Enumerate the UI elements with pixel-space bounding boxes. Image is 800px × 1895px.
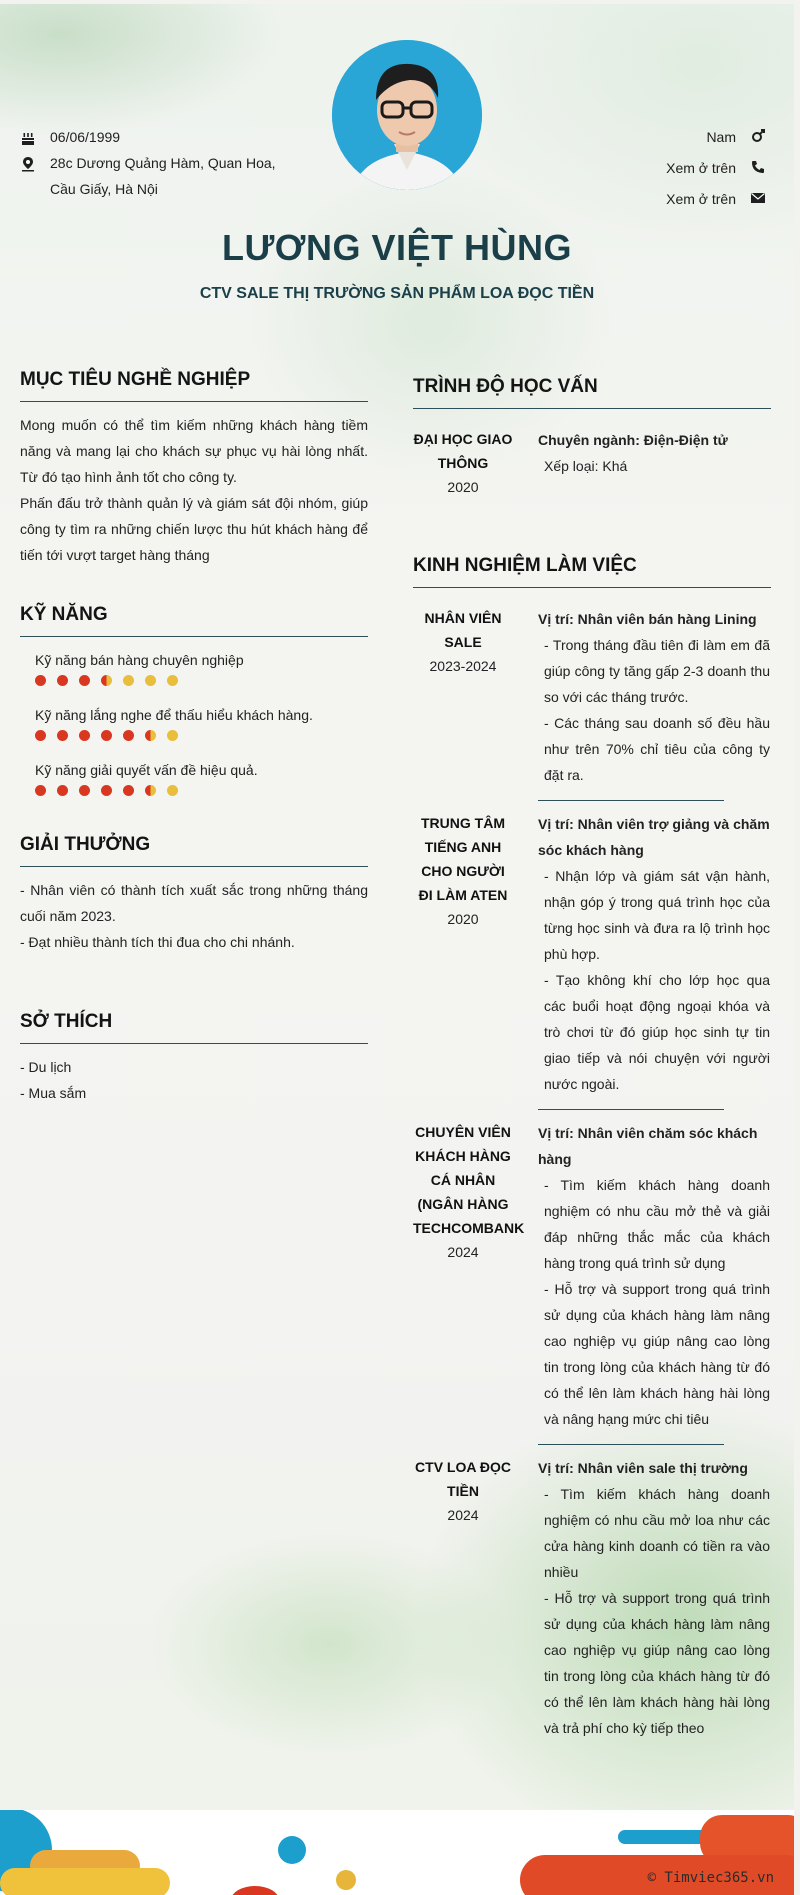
objective-title: MỤC TIÊU NGHỀ NGHIỆP <box>20 369 368 402</box>
experience-org: TRUNG TÂM TIẾNG ANH CHO NGƯỜI ĐI LÀM ATEN <box>418 815 508 903</box>
location-pin-icon <box>20 156 36 172</box>
skill-item <box>35 759 368 796</box>
rating-dot <box>57 785 68 796</box>
address-text: 28c Dương Quảng Hàm, Quan Hoa, Cầu Giấy, Hà Nội <box>50 155 276 197</box>
cv-page <box>0 4 794 1895</box>
experience-entry <box>413 811 771 1097</box>
skill-label: Kỹ năng giải quyết vấn đề hiệu quả. <box>35 762 258 778</box>
hobbies-section <box>20 1011 368 1106</box>
rating-dot <box>145 730 156 741</box>
award-line: - Đạt nhiều thành tích thi đua cho chi nhánh. <box>20 934 295 950</box>
experience-year: 2023-2024 <box>429 658 497 674</box>
brand-watermark: © Timviec365.vn <box>647 1870 774 1886</box>
education-section <box>413 376 771 499</box>
skill-label: Kỹ năng lắng nghe để thấu hiểu khách hàng. <box>35 707 313 723</box>
experience-detail: - Tạo không khí cho lớp học qua các buổi hoạt động ngoại khóa và trò chơi từ đó giúp học sinh tự tin giao tiếp và nói chuyện với người nước ngoài. <box>544 972 770 1092</box>
email-icon <box>750 190 766 206</box>
hobby-line: - Du lịch <box>20 1059 72 1075</box>
experience-detail: - Trong tháng đầu tiên đi làm em đã giúp công ty tăng gấp 2-3 doanh thu so với các tháng trước. <box>544 637 770 705</box>
email-row <box>666 186 766 212</box>
experience-org: CHUYÊN VIÊN KHÁCH HÀNG CÁ NHÂN (NGÂN HÀNG TECHCOMBANK <box>413 1124 525 1236</box>
education-year: 2020 <box>447 479 479 495</box>
contact-left <box>20 124 290 202</box>
rating-dot <box>101 730 112 741</box>
experience-position: Vị trí: Nhân viên trợ giảng và chăm sóc khách hàng <box>538 816 770 858</box>
skills-title: KỸ NĂNG <box>20 604 368 637</box>
rating-dot <box>57 675 68 686</box>
experience-entry <box>413 606 771 788</box>
rating-dot <box>57 730 68 741</box>
rating-dot <box>123 675 134 686</box>
skills-section <box>20 604 368 796</box>
rating-dot <box>167 730 178 741</box>
skill-rating <box>35 675 368 686</box>
rating-dot <box>79 675 90 686</box>
entry-divider <box>538 800 724 801</box>
birthday-row <box>20 124 290 150</box>
experience-section <box>413 555 771 1741</box>
birthday-cake-icon <box>20 130 36 146</box>
entry-divider <box>538 1109 724 1110</box>
candidate-name: LƯƠNG VIỆT HÙNG <box>221 227 573 268</box>
experience-detail: - Tìm kiếm khách hàng doanh nghiệm có nhu cầu mở loa như các cửa hàng kinh doanh có tiền ra vào nhiều <box>544 1486 770 1580</box>
skill-rating <box>35 785 368 796</box>
hobbies-title: SỞ THÍCH <box>20 1011 368 1044</box>
rating-dot <box>79 785 90 796</box>
experience-position: Vị trí: Nhân viên chăm sóc khách hàng <box>538 1125 758 1167</box>
objective-section <box>20 369 368 568</box>
gender-icon <box>750 128 766 144</box>
rating-dot <box>123 785 134 796</box>
education-title: TRÌNH ĐỘ HỌC VẤN <box>413 376 771 409</box>
experience-org: NHÂN VIÊN SALE <box>424 610 502 650</box>
experience-title: KINH NGHIỆM LÀM VIỆC <box>413 555 771 588</box>
phone-row <box>666 155 766 181</box>
education-grade: Xếp loại: Khá <box>544 458 628 474</box>
rating-dot <box>79 730 90 741</box>
entry-divider <box>538 1444 724 1445</box>
experience-year: 2024 <box>447 1244 479 1260</box>
skill-item <box>35 704 368 741</box>
education-entry <box>413 427 771 499</box>
skill-item <box>35 649 368 686</box>
rating-dot <box>35 675 46 686</box>
phone-text: Xem ở trên <box>666 160 736 176</box>
education-major: Chuyên ngành: Điện-Điện tử <box>538 432 728 448</box>
experience-position: Vị trí: Nhân viên bán hàng Lining <box>538 611 757 627</box>
experience-year: 2024 <box>447 1507 479 1523</box>
phone-icon <box>750 159 766 175</box>
gender-row <box>666 124 766 150</box>
left-column <box>20 369 368 1106</box>
objective-paragraph: Mong muốn có thể tìm kiếm những khách hàng tiềm năng và mang lại cho khách sự phục vụ hài lòng nhất. Từ đó tạo hình ảnh tốt cho công ty. <box>20 417 368 485</box>
awards-section <box>20 834 368 955</box>
experience-position: Vị trí: Nhân viên sale thị trường <box>538 1460 748 1476</box>
gender-text: Nam <box>706 129 736 145</box>
rating-dot <box>145 675 156 686</box>
birthday-text: 06/06/1999 <box>50 129 121 145</box>
education-org: ĐẠI HỌC GIAO THÔNG <box>413 431 513 471</box>
rating-dot <box>167 675 178 686</box>
rating-dot <box>101 675 112 686</box>
hobby-line: - Mua sắm <box>20 1085 87 1101</box>
experience-list <box>413 606 771 1741</box>
rating-dot <box>35 730 46 741</box>
rating-dot <box>167 785 178 796</box>
award-line: - Nhân viên có thành tích xuất sắc trong những tháng cuối năm 2023. <box>20 882 368 924</box>
address-row <box>20 150 290 202</box>
experience-org: CTV LOA ĐỌC TIỀN <box>415 1459 511 1499</box>
awards-title: GIẢI THƯỞNG <box>20 834 368 867</box>
contact-right <box>666 124 766 217</box>
job-title: CTV SALE THỊ TRƯỜNG SẢN PHẨM LOA ĐỌC TIỀN <box>199 285 595 302</box>
right-column <box>413 376 771 1741</box>
avatar <box>332 40 482 190</box>
objective-paragraph: Phấn đấu trở thành quản lý và giám sát đội nhóm, giúp công ty tìm ra những chiến lược thu hút khách hàng để tiến tới vượt target hàng tháng <box>20 495 368 563</box>
experience-entry <box>413 1455 771 1741</box>
portrait-image <box>332 40 482 190</box>
experience-detail: - Nhận lớp và giám sát vận hành, nhận góp ý trong quá trình học của từng học sinh và đưa ra lộ trình học phù hợp. <box>544 868 770 962</box>
rating-dot <box>123 730 134 741</box>
skill-label: Kỹ năng bán hàng chuyên nghiệp <box>35 652 244 668</box>
rating-dot <box>35 785 46 796</box>
experience-detail: - Tìm kiếm khách hàng doanh nghiệm có nhu cầu mở thẻ và giải đáp những thắc mắc của khách hàng trong quá trình sử dụng <box>544 1177 770 1271</box>
experience-detail: - Các tháng sau doanh số đều hầu như trên 70% chỉ tiêu của công ty đặt ra. <box>544 715 770 783</box>
rating-dot <box>145 785 156 796</box>
skill-rating <box>35 730 368 741</box>
skills-list <box>20 649 368 796</box>
experience-entry <box>413 1120 771 1432</box>
rating-dot <box>101 785 112 796</box>
experience-detail: - Hỗ trợ và support trong quá trình sử dụng của khách hàng làm nâng cao nghiệp vụ giúp nâng cao lòng tin trong lòng của khách hàng từ đó có thể lên làm khách hàng hài lòng và trả phí cho kỳ tiếp theo <box>544 1590 770 1736</box>
experience-detail: - Hỗ trợ và support trong quá trình sử dụng của khách hàng làm nâng cao nghiệp vụ giúp nâng cao lòng tin trong lòng của khách hàng từ đó có thể lên làm khách hàng hài lòng và nâng hạng mức chi tiêu <box>544 1281 770 1427</box>
email-text: Xem ở trên <box>666 191 736 207</box>
experience-year: 2020 <box>447 911 479 927</box>
